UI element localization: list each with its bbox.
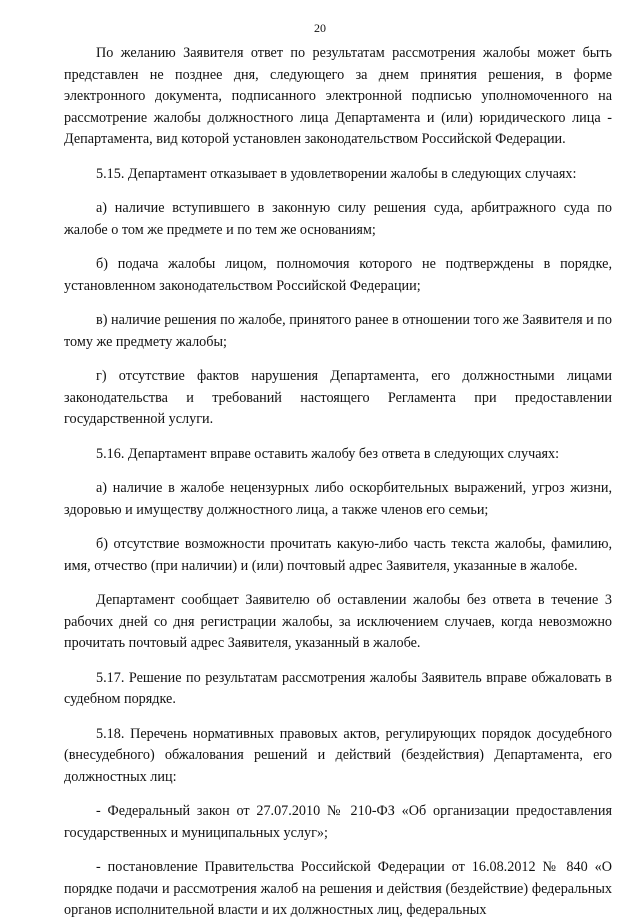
paragraph-5-17: 5.17. Решение по результатам рассмотрения жалобы Заявитель вправе обжаловать в судебном порядке. — [64, 669, 612, 707]
paragraph-5-16-heading: 5.16. Департамент вправе оставить жалобу без ответа в следующих случаях: — [96, 445, 560, 462]
paragraph-5-16-b: б) отсутствие возможности прочитать какую-либо часть текста жалобы, фамилию, имя, отчество (при наличии) и (или) почтовый адрес Заявителя, указанные в жалобе. — [64, 536, 612, 574]
paragraph-5-15-a: а) наличие вступившего в законную силу решения суда, арбитражного суда по жалобе о том же предмете и по тем же основаниям; — [64, 200, 612, 238]
document-body — [64, 43, 612, 922]
paragraph-5-18: 5.18. Перечень нормативных правовых актов, регулирующих порядок досудебного (внесудебного) обжалования решений и действий (бездействия) Департамента, его должностных лиц: — [64, 725, 612, 785]
paragraph-5-15-heading: 5.15. Департамент отказывает в удовлетворении жалобы в следующих случаях: — [96, 165, 577, 182]
paragraph-5-16-a: а) наличие в жалобе нецензурных либо оскорбительных выражений, угроз жизни, здоровью и имуществу должностного лица, а также членов его семьи; — [64, 480, 612, 518]
paragraph-response-form: По желанию Заявителя ответ по результатам рассмотрения жалобы может быть представлен не позднее дня, следующего за днем принятия решения, в форме электронного документа, подписанного электронной подписью уполномоченного на рассмотрение жалобы должностного лица Департамента и (или) юридического лица - Департамента, вид которой установлен законодательством Российской Федерации. — [64, 45, 612, 147]
paragraph-federal-law: - Федеральный закон от 27.07.2010 № 210-ФЗ «Об организации предоставления государственных и муниципальных услуг»; — [64, 803, 612, 841]
paragraph-5-15-b: б) подача жалобы лицом, полномочия которого не подтверждены в порядке, установленном законодательством Российской Федерации; — [64, 256, 612, 294]
paragraph-notification: Департамент сообщает Заявителю об оставлении жалобы без ответа в течение 3 рабочих дней со дня регистрации жалобы, за исключением случаев, когда невозможно прочитать почтовый адрес Заявителя, указанный в жалобе. — [64, 592, 612, 651]
page-number: 20 — [314, 21, 326, 35]
paragraph-5-15-g: г) отсутствие фактов нарушения Департамента, его должностными лицами законодательства и требований настоящего Регламента при предоставлении государственной услуги. — [64, 368, 612, 427]
paragraph-government-decree: - постановление Правительства Российской Федерации от 16.08.2012 № 840 «О порядке подачи и рассмотрения жалоб на решения и действия (бездействие) федеральных органов исполнительной власти и их должностных лиц, федеральных — [64, 859, 612, 918]
paragraph-5-15-v: в) наличие решения по жалобе, принятого ранее в отношении того же Заявителя и по тому же предмету жалобы; — [64, 312, 612, 350]
